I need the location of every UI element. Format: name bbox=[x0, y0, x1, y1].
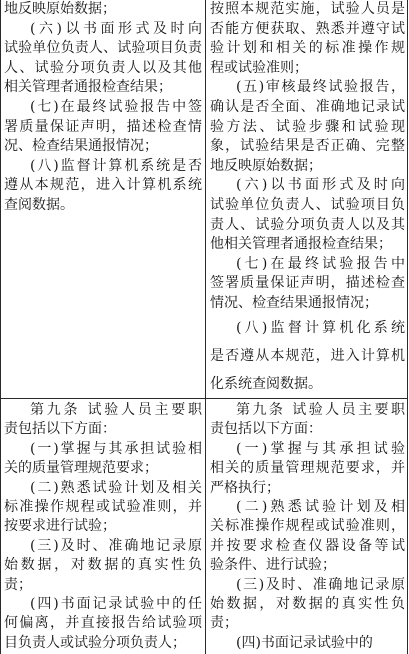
text-line: 责人、试验分项负责人以及其 bbox=[210, 216, 405, 233]
text-line: (七)在最终试验报告中签 bbox=[30, 98, 202, 115]
text-line: 遵从本规范，进入计算机系统 bbox=[4, 177, 202, 194]
text-line: 关标准操作规程或试验准则， bbox=[210, 518, 405, 535]
table-cell-right bbox=[206, 0, 407, 398]
text-line: (八)监督计算机系统是否 bbox=[30, 157, 202, 174]
text-line: (八)监督计算机化系统 bbox=[236, 319, 405, 336]
table-cell-right bbox=[206, 399, 407, 654]
table-cell-left bbox=[1, 0, 206, 398]
text-line: (三)及时、准确地记录原 bbox=[30, 537, 202, 554]
paragraph bbox=[210, 314, 405, 398]
text-line: 查阅数据。 bbox=[4, 196, 74, 213]
paragraph bbox=[4, 98, 202, 157]
paragraph bbox=[4, 537, 202, 595]
text-line: (二)熟悉试验计划及相 bbox=[236, 498, 405, 515]
text-line: 按照本规范实施，试验人员是 bbox=[210, 1, 405, 17]
text-line: 是否遵从本规范，进入计算机 bbox=[210, 347, 405, 364]
text-line: (一)掌握与其承担试验 bbox=[236, 440, 405, 457]
text-line: 况、检查结果通报情况； bbox=[4, 138, 158, 155]
text-line: 否能方便获取、熟悉并遵守试 bbox=[210, 20, 405, 37]
text-line: 按要求进行试验； bbox=[4, 518, 116, 535]
table-row bbox=[1, 0, 407, 399]
paragraph bbox=[4, 479, 202, 537]
paragraph bbox=[210, 176, 405, 254]
text-line: 第九条 试验人员主要职 bbox=[236, 402, 405, 418]
text-line: (二)熟悉试验计划及相关 bbox=[30, 479, 202, 496]
paragraph bbox=[4, 157, 202, 216]
text-line: 验条件、进行试验； bbox=[210, 557, 336, 574]
text-line: 目负责人或试验分项负责人； bbox=[4, 634, 186, 651]
text-line: 关的质量管理规范要求； bbox=[4, 460, 158, 477]
text-line: 签署质量保证声明，描述检查 bbox=[210, 275, 405, 292]
text-line: 标准操作规程或试验准则，并 bbox=[4, 498, 202, 515]
paragraph bbox=[4, 401, 202, 440]
text-line: (四)书面记录试验中的 bbox=[236, 634, 373, 651]
text-line: 确认是否全面、准确地记录试 bbox=[210, 98, 405, 115]
paragraph bbox=[4, 20, 202, 98]
text-line: 试验单位负责人、试验项目负责 bbox=[4, 40, 202, 57]
paragraph bbox=[210, 78, 405, 176]
paragraph bbox=[210, 255, 405, 314]
text-line: 责包括以下方面： bbox=[210, 421, 322, 438]
text-line: (四)书面记录试验中的任 bbox=[30, 595, 202, 612]
text-line: 责包括以下方面： bbox=[4, 421, 116, 438]
text-line: 化系统查阅数据。 bbox=[210, 375, 322, 392]
text-line: 程或试验准则； bbox=[210, 59, 308, 76]
paragraph bbox=[210, 576, 405, 634]
text-line: 他相关管理者通报检查结果； bbox=[210, 236, 392, 253]
text-line: (六)以书面形式及时向 bbox=[30, 20, 202, 37]
text-line: (五)审核最终试验报告， bbox=[236, 79, 405, 96]
paragraph bbox=[210, 634, 405, 653]
text-line: 并按要求检查仪器设备等试 bbox=[210, 537, 405, 554]
text-line: 地反映原始数据； bbox=[210, 157, 322, 174]
text-line: 始数据，对数据的真实性负 bbox=[4, 557, 202, 574]
text-line: (七)在最终试验报告中 bbox=[236, 255, 405, 272]
text-line: 相关的质量管理规范要求，并 bbox=[210, 460, 405, 477]
paragraph bbox=[210, 401, 405, 440]
text-line: 相关管理者通报检查结果； bbox=[4, 79, 172, 96]
text-line: (六)以书面形式及时向 bbox=[236, 177, 405, 194]
text-line: 严格执行； bbox=[210, 479, 280, 496]
text-line: (一)掌握与其承担试验相 bbox=[30, 440, 202, 457]
text-line: 情况、检查结果通报情况； bbox=[210, 294, 378, 311]
paragraph bbox=[210, 440, 405, 498]
table-row bbox=[1, 399, 407, 654]
paragraph bbox=[4, 440, 202, 479]
text-line: 试验单位负责人、试验项目负 bbox=[210, 196, 405, 213]
table-cell-left bbox=[1, 399, 206, 654]
paragraph bbox=[4, 595, 202, 653]
text-line: 何偏离，并直接报告给试验项 bbox=[4, 615, 202, 632]
text-line: 地反映原始数据； bbox=[4, 1, 116, 17]
text-line: 始数据，对数据的真实性负 bbox=[210, 595, 405, 612]
paragraph bbox=[4, 0, 202, 20]
text-line: 验方法、试验步骤和试验现 bbox=[210, 118, 405, 135]
paragraph bbox=[210, 0, 405, 78]
text-line: 象，试验结果是否正确、完整 bbox=[210, 138, 405, 155]
text-line: 第九条 试验人员主要职 bbox=[30, 402, 202, 418]
paragraph bbox=[210, 498, 405, 576]
text-line: 署质量保证声明，描述检查情 bbox=[4, 118, 202, 135]
text-line: 人、试验分项负责人以及其他 bbox=[4, 59, 202, 76]
text-line: 验计划和相关的标准操作规 bbox=[210, 40, 405, 57]
text-line: (三)及时、准确地记录原 bbox=[236, 576, 405, 593]
text-line: 责； bbox=[4, 576, 32, 593]
text-line: 责； bbox=[210, 615, 238, 632]
